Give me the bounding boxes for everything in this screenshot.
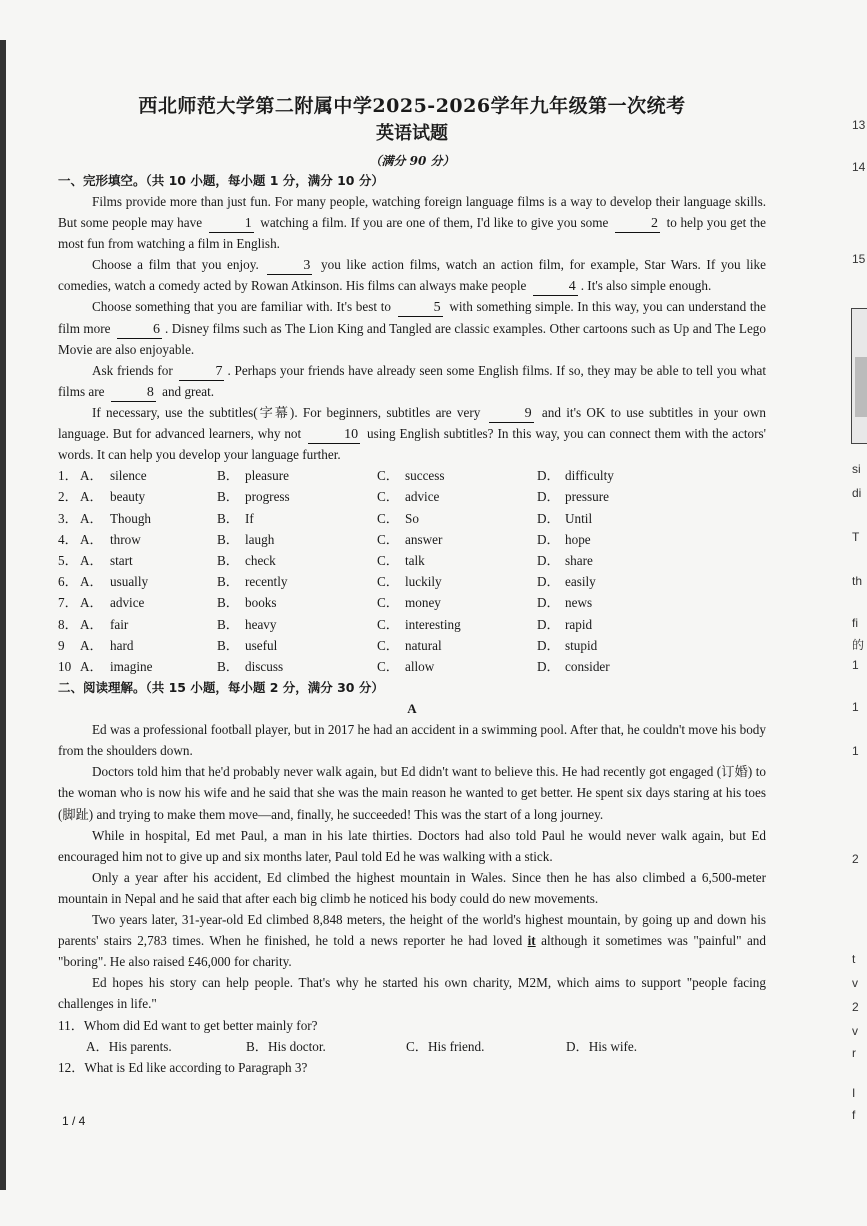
blank-2: 2 bbox=[615, 216, 660, 233]
option-a: A． advice bbox=[80, 595, 145, 611]
answer-choice: B．His doctor. bbox=[246, 1038, 326, 1054]
question-number: 8． bbox=[58, 616, 78, 632]
option-a: A． start bbox=[80, 552, 133, 568]
question-number: 7． bbox=[58, 595, 78, 611]
neighbor-page-figure bbox=[851, 308, 867, 444]
cloze-paragraph: If necessary, use the subtitles(字幕). For beginners, subtitles are very 9 and it's OK to use subtitles in your own language. But for advanced learners, why not 10 using English subtitles? In this way, you can connect them with the actors' words. It can help you develop your language further. bbox=[58, 404, 766, 463]
question-number: 6． bbox=[58, 574, 78, 590]
reading-paragraph: Ed hopes his story can help people. That's why he started his own charity, M2M, which aims to support "people facing challenges in life." bbox=[58, 975, 766, 1012]
neighbor-page-text: 的 bbox=[852, 638, 865, 652]
reading-paragraph: Ed was a professional football player, but in 2017 he had an accident in a swimming pool. After that, he couldn't move his body from the shoulders down. bbox=[58, 722, 766, 759]
neighbor-page-text: di bbox=[852, 486, 862, 500]
cloze-paragraph: Choose something that you are familiar with. It's best to 5 with something simple. In this way, you can understand the film more 6 . Disney films such as The Lion King and Tangled are classic examples. Other cartoons such as Up and The Lego Movie are also enjoyable. bbox=[58, 299, 766, 357]
blank-9: 9 bbox=[489, 406, 534, 423]
neighbor-page-text: t bbox=[852, 952, 856, 966]
option-row bbox=[58, 465, 766, 486]
option-c: C． So bbox=[377, 510, 419, 526]
exam-content bbox=[58, 92, 766, 1078]
option-row bbox=[58, 656, 766, 677]
question-options bbox=[58, 1036, 766, 1057]
blank-5: 5 bbox=[398, 300, 443, 317]
neighbor-page-text: 2 bbox=[852, 1000, 859, 1014]
answer-choice: C．His friend. bbox=[406, 1038, 485, 1054]
option-d: D． stupid bbox=[537, 637, 598, 653]
neighbor-page-text: 13 bbox=[852, 118, 866, 132]
neighbor-page-text: 14 bbox=[852, 160, 866, 174]
neighbor-page-text: 1 bbox=[852, 700, 859, 714]
blank-8: 8 bbox=[111, 385, 156, 402]
option-row bbox=[58, 529, 766, 550]
option-row bbox=[58, 635, 766, 656]
cloze-options bbox=[58, 465, 766, 677]
option-b: B． recently bbox=[217, 574, 288, 590]
neighbor-page-text: v bbox=[852, 1024, 858, 1038]
blank-6: 6 bbox=[117, 322, 162, 339]
page-number: 1 / 4 bbox=[62, 1114, 86, 1128]
option-c: C． talk bbox=[377, 552, 425, 568]
reading-paragraph: Two years later, 31-year-old Ed climbed 8,848 meters, the height of the world's highest mountain, by going up and down his parents' stairs 2,783 times. When he finished, he told a news reporter he had loved it although it sometimes was "painful" and "boring". He also raised £46,000 for charity. bbox=[58, 912, 766, 970]
cloze-heading: 一、完形填空。（共 10 小题，每小题 1 分，满分 10 分） bbox=[58, 173, 384, 188]
option-d: D． news bbox=[537, 595, 593, 611]
neighbor-page-text: f bbox=[852, 1108, 856, 1122]
blank-7: 7 bbox=[179, 364, 224, 381]
option-b: B． pleasure bbox=[217, 468, 289, 484]
neighbor-page-text: th bbox=[852, 574, 863, 588]
option-c: C． allow bbox=[377, 658, 435, 674]
option-a: A． fair bbox=[80, 616, 129, 632]
neighbor-page-text: 2 bbox=[852, 852, 859, 866]
option-c: C． advice bbox=[377, 489, 440, 505]
full-score: （满分 90 分） bbox=[369, 154, 455, 168]
question-number: 4． bbox=[58, 531, 78, 547]
cloze-paragraph: Ask friends for 7 . Perhaps your friends have already seen some English films. If so, they may be able to tell you what films are 8 and great. bbox=[58, 362, 767, 400]
option-c: C． luckily bbox=[377, 574, 442, 590]
blank-1: 1 bbox=[209, 216, 254, 233]
option-c: C． success bbox=[377, 468, 445, 484]
question-stem: 12．What is Ed like according to Paragraph 3? bbox=[58, 1059, 308, 1075]
blank-10: 10 bbox=[308, 427, 360, 444]
reading-paragraph: While in hospital, Ed met Paul, a man in his late thirties. Doctors had also told Paul he would never walk again, but Ed encouraged him not to give up and six months later, Paul told Ed he was walking with a stick. bbox=[58, 827, 766, 864]
option-c: C． interesting bbox=[377, 616, 461, 632]
option-a: A． silence bbox=[80, 468, 147, 484]
blank-3: 3 bbox=[267, 258, 312, 275]
option-a: A． throw bbox=[80, 531, 141, 547]
neighbor-page-text: v bbox=[852, 976, 858, 990]
option-row bbox=[58, 486, 766, 507]
question-number: 3． bbox=[58, 510, 78, 526]
reading-passage bbox=[58, 719, 766, 1014]
option-c: C． answer bbox=[377, 531, 443, 547]
option-b: B． discuss bbox=[217, 658, 284, 674]
option-d: D． Until bbox=[537, 510, 593, 526]
option-b: B． heavy bbox=[217, 616, 277, 632]
option-b: B． progress bbox=[217, 489, 290, 505]
question-number: 9 bbox=[58, 637, 65, 653]
reading-paragraph: Doctors told him that he'd probably never walk again, but Ed didn't want to believe this. He had recently got engaged (订婚) to the woman who is now his wife and he said that she was the main reason he wanted to get better. He spent six days staring at his toes (脚趾) and trying to make them move—and, finally, he succeeded! This was the start of a long journey. bbox=[58, 764, 766, 822]
option-d: D． consider bbox=[537, 658, 610, 674]
neighbor-page-text: 15 bbox=[852, 252, 866, 266]
option-row bbox=[58, 592, 766, 613]
underlined-word: it bbox=[527, 933, 536, 949]
question-number: 5． bbox=[58, 552, 78, 568]
option-b: B． laugh bbox=[217, 531, 275, 547]
option-c: C． natural bbox=[377, 637, 442, 653]
option-a: A． beauty bbox=[80, 489, 146, 505]
neighbor-page-text: T bbox=[852, 530, 860, 544]
neighbor-page-text: 1 bbox=[852, 658, 859, 672]
option-b: B． If bbox=[217, 510, 254, 526]
neighbor-page-text: r bbox=[852, 1046, 856, 1060]
option-b: B． useful bbox=[217, 637, 278, 653]
reading-questions bbox=[58, 1015, 766, 1078]
option-a: A． hard bbox=[80, 637, 134, 653]
neighbor-page-text: 1 bbox=[852, 744, 859, 758]
reading-paragraph: Only a year after his accident, Ed climbed the highest mountain in Wales. Since then he has also climbed a 6,500-meter mountain in Nepal and he said that after each big climb he noticed his body could do new movements. bbox=[58, 869, 766, 906]
neighbor-page-text: si bbox=[852, 462, 861, 476]
option-d: D． easily bbox=[537, 574, 596, 590]
option-a: A． imagine bbox=[80, 658, 153, 674]
option-d: D． rapid bbox=[537, 616, 593, 632]
option-row bbox=[58, 614, 766, 635]
option-b: B． books bbox=[217, 595, 277, 611]
exam-subtitle: 英语试题 bbox=[376, 123, 448, 144]
option-d: D． hope bbox=[537, 531, 591, 547]
option-d: D． share bbox=[537, 552, 593, 568]
option-row bbox=[58, 571, 766, 592]
neighbor-page-text: I bbox=[852, 1086, 856, 1100]
option-a: A． Though bbox=[80, 510, 152, 526]
option-c: C． money bbox=[377, 595, 441, 611]
cloze-paragraph: Films provide more than just fun. For many people, watching foreign language films is a way to develop their language skills. But some people may have 1 watching a film. If you are one of them, I'd like to give you some 2 to help you get the most fun from watching a film in English. bbox=[58, 194, 766, 252]
blank-4: 4 bbox=[533, 279, 578, 296]
question-number: 2． bbox=[58, 489, 78, 505]
reading-heading: 二、阅读理解。（共 15 小题，每小题 2 分，满分 30 分） bbox=[58, 680, 384, 696]
question-stem: 11．Whom did Ed want to get better mainly for? bbox=[58, 1017, 318, 1033]
option-row bbox=[58, 508, 766, 529]
option-a: A． usually bbox=[80, 574, 149, 590]
answer-choice: A．His parents. bbox=[86, 1038, 172, 1054]
option-b: B． check bbox=[217, 552, 276, 568]
question-number: 10 bbox=[58, 658, 72, 674]
cloze-paragraph: Choose a film that you enjoy. 3 you like action films, watch an action film, for example, Star Wars. If you like comedies, watch a comedy acted by Rowan Atkinson. His films can always make people 4 . It's also simple enough. bbox=[58, 257, 766, 295]
option-d: D． pressure bbox=[537, 489, 609, 505]
cloze-passage bbox=[58, 191, 766, 465]
binding-edge bbox=[0, 40, 6, 1190]
neighbor-page-text: fi bbox=[852, 616, 858, 630]
answer-choice: D．His wife. bbox=[566, 1038, 638, 1054]
option-row bbox=[58, 550, 766, 571]
question-number: 1． bbox=[58, 468, 78, 484]
passage-label: A bbox=[407, 701, 417, 717]
option-d: D． difficulty bbox=[537, 468, 614, 484]
exam-title: 西北师范大学第二附属中学2025-2026学年九年级第一次统考 bbox=[138, 95, 686, 117]
